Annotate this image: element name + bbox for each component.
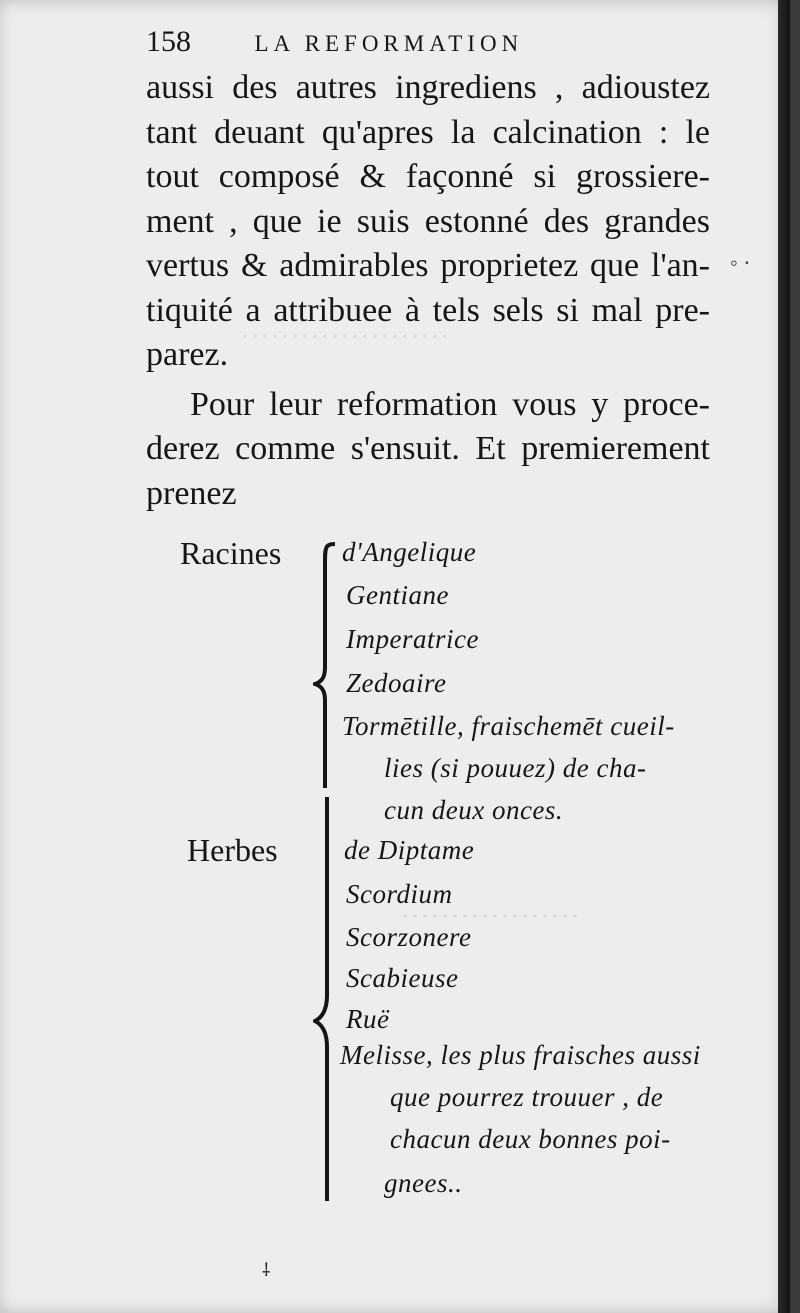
herbes-label: Herbes <box>187 832 278 868</box>
paragraph-2 <box>146 383 710 517</box>
text-line: derez comme s'ensuit. Et premierement <box>146 430 710 467</box>
text-line: ment , que ie suis estonné des grandes <box>146 202 710 240</box>
page-header <box>146 22 523 64</box>
page-edge-shadow <box>778 0 790 1313</box>
racines-label: Racines <box>180 535 282 571</box>
list-item: Scordium <box>346 879 453 909</box>
list-item: chacun deux bonnes poi- <box>390 1124 671 1154</box>
body-text <box>146 66 710 516</box>
text-line: Pour leur reformation vous y proce- <box>190 385 710 423</box>
text-line: tout composé & façonné si grossiere- <box>146 158 710 195</box>
running-head: LA REFORMATION <box>254 31 524 56</box>
list-item: de Diptame <box>344 835 475 865</box>
herbes-brace <box>313 795 343 1205</box>
list-item: d'Angelique <box>342 537 477 567</box>
text-line: vertus & admirables proprietez que l'an- <box>146 247 710 284</box>
bleed-through-text: ····················· <box>240 320 450 353</box>
margin-ink-mark-icon: ◦ · <box>730 250 751 275</box>
ink-speck-icon: ⸸ <box>262 1260 271 1280</box>
text-line: parez. <box>146 336 229 373</box>
racines-brace <box>313 540 343 790</box>
list-item: Imperatrice <box>346 624 479 654</box>
list-item: Scabieuse <box>346 963 459 993</box>
list-item: cun deux onces. <box>384 795 564 825</box>
list-item: lies (si pouuez) de cha- <box>384 753 647 783</box>
text-line: prenez <box>146 474 237 512</box>
text-line: aussi des autres ingrediens , adioustez <box>146 69 710 106</box>
list-item: Tormētille, fraischemēt cueil- <box>342 711 675 741</box>
list-item: Melisse, les plus fraisches aussi <box>340 1040 701 1070</box>
list-item: Zedoaire <box>346 668 447 698</box>
list-item: Ruë <box>346 1004 390 1034</box>
bleed-through-text: ·················· <box>400 900 580 933</box>
list-item: gnees.. <box>384 1168 463 1198</box>
paragraph-1 <box>146 66 710 378</box>
page-number: 158 <box>146 25 191 58</box>
list-item: Gentiane <box>346 580 449 610</box>
list-item: que pourrez trouuer , de <box>390 1082 664 1112</box>
list-item: Scorzonere <box>346 922 472 952</box>
text-line: tiquité a attribuee à tels sels si mal pre- <box>146 291 710 329</box>
text-line: tant deuant qu'apres la calcination : le <box>146 113 710 151</box>
